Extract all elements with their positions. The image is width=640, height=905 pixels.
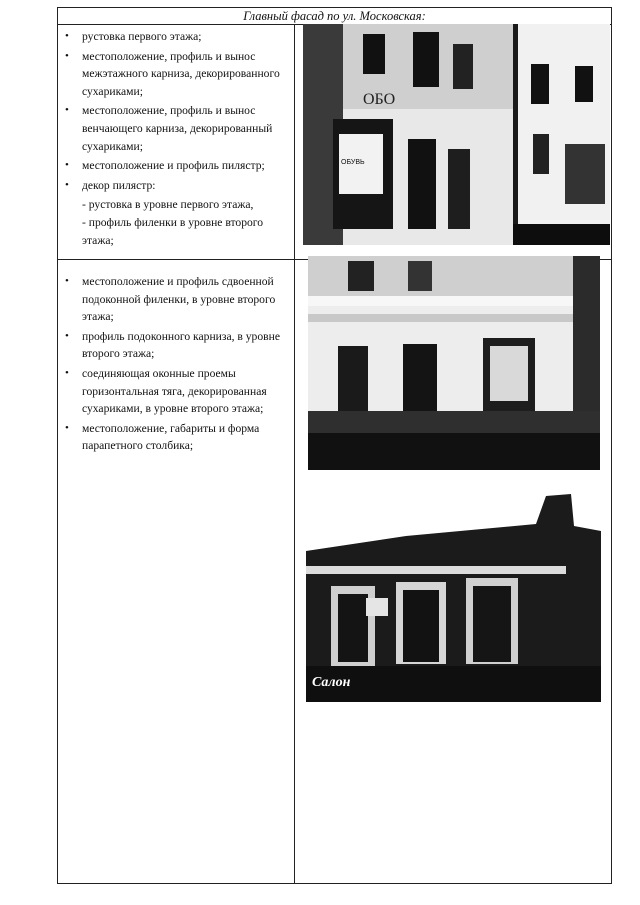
bullet-icon: • bbox=[65, 104, 69, 117]
bullet-icon: • bbox=[65, 30, 69, 42]
list-item bbox=[62, 48, 290, 101]
list-item-text: местоположение, габариты и форма парапетного столбика; bbox=[82, 421, 260, 453]
list-item bbox=[62, 420, 290, 455]
bullet-icon: • bbox=[65, 329, 69, 342]
list-item-text: местоположение, профиль и вынос венчающего карниза, декорированный сухариками; bbox=[82, 104, 273, 153]
bullet-icon: • bbox=[65, 275, 69, 287]
row1-list bbox=[62, 28, 290, 194]
sub-item: - профиль филенки в уровне второго этажа; bbox=[82, 215, 264, 247]
column-divider bbox=[294, 24, 295, 884]
list-item bbox=[62, 102, 290, 155]
bullet-icon: • bbox=[65, 159, 69, 172]
list-item bbox=[62, 177, 290, 195]
row1-text-cell bbox=[62, 28, 290, 249]
facade-photo-3 bbox=[306, 486, 601, 702]
row2-list bbox=[62, 273, 290, 455]
photo3-sign: Салон bbox=[312, 675, 351, 690]
photo1-window-text: ОБУВЬ bbox=[341, 159, 365, 166]
list-item bbox=[62, 328, 290, 363]
list-item-text: рустовка первого этажа; bbox=[82, 30, 202, 43]
sub-item: - рустовка в уровне первого этажа, bbox=[82, 198, 254, 212]
row2-text-cell bbox=[62, 273, 290, 457]
list-item-text: соединяющая оконные проемы горизонтальная тяга, декорированная сухариками, в уровне второго этажа; bbox=[82, 366, 267, 416]
table-header: Главный фасад по ул. Московская: bbox=[58, 8, 611, 25]
list-item bbox=[62, 273, 290, 326]
facade-photo-2 bbox=[308, 256, 600, 470]
bullet-icon: • bbox=[65, 366, 69, 379]
list-item-text: профиль подоконного карниза, в уровне второго этажа; bbox=[82, 329, 280, 361]
list-item bbox=[62, 157, 290, 175]
photo1-sign: ОБО bbox=[363, 91, 396, 108]
bullet-icon: • bbox=[65, 49, 69, 62]
list-item-text: местоположение, профиль и вынос межэтажного карниза, декорированного сухариками; bbox=[82, 49, 280, 98]
list-item-text: местоположение и профиль пилястр; bbox=[82, 159, 265, 173]
facade-photo-1 bbox=[303, 24, 610, 245]
list-item bbox=[62, 365, 290, 418]
bullet-icon: • bbox=[65, 178, 69, 191]
bullet-icon: • bbox=[65, 421, 69, 434]
list-item-text: декор пилястр: bbox=[82, 178, 156, 192]
list-item bbox=[62, 28, 290, 46]
list-item-text: местоположение и профиль сдвоенной подоконной филенки, в уровне второго этажа; bbox=[82, 275, 276, 324]
